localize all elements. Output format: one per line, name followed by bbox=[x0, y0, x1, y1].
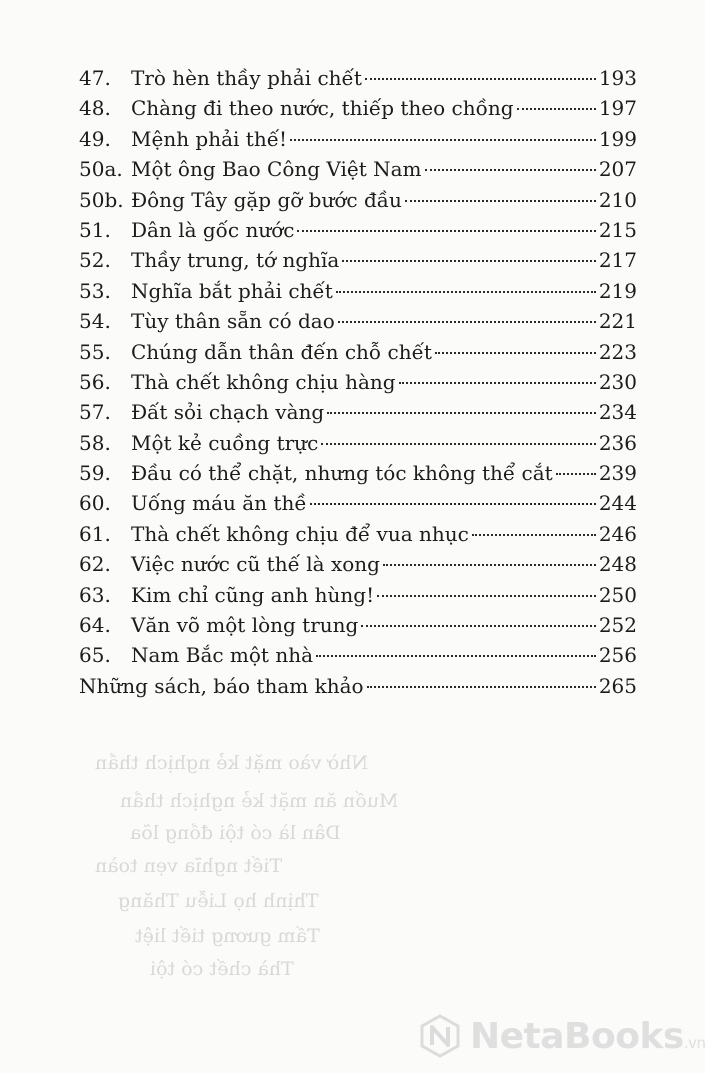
toc-entry-title: Chàng đi theo nước, thiếp theo chồng bbox=[131, 96, 514, 121]
toc-entry-number: 58. bbox=[79, 430, 111, 455]
toc-entry-page: 236 bbox=[598, 430, 637, 455]
toc-entry-page: 221 bbox=[598, 309, 637, 334]
toc-entry-page: 256 bbox=[598, 643, 637, 668]
toc-entry bbox=[79, 519, 637, 549]
toc-entry-number: 52. bbox=[79, 248, 111, 273]
toc-entry-title: Trò hèn thầy phải chết bbox=[131, 66, 362, 90]
toc-entry-page: 223 bbox=[598, 339, 637, 364]
dot-leader bbox=[367, 686, 596, 688]
toc-entry-page: 219 bbox=[598, 278, 637, 303]
toc-entry-title: Chúng dẫn thân đến chỗ chết bbox=[131, 339, 432, 364]
toc-entry-title: Thà chết không chịu hàng bbox=[131, 369, 396, 394]
bleed-through-line: Thịnh họ Liễu Thăng bbox=[118, 890, 319, 912]
toc-entry-title: Dân là gốc nước bbox=[131, 217, 295, 242]
dot-leader bbox=[425, 169, 596, 171]
toc-entry-number: 57. bbox=[79, 400, 111, 425]
toc-entry bbox=[79, 549, 637, 579]
toc-entry-number: 59. bbox=[79, 461, 111, 486]
toc-entry-title: Mệnh phải thế! bbox=[131, 126, 288, 151]
dot-leader bbox=[472, 534, 596, 536]
bleed-through-line: Tấm gương tiết liệt bbox=[135, 925, 320, 947]
dot-leader bbox=[365, 78, 596, 80]
toc-entry-title: Đông Tây gặp gỡ bước đầu bbox=[131, 187, 402, 212]
toc-entry-page: 210 bbox=[598, 187, 637, 212]
dot-leader bbox=[316, 655, 596, 657]
watermark bbox=[418, 1008, 705, 1064]
toc-references-row bbox=[79, 671, 637, 701]
dot-leader bbox=[361, 625, 595, 627]
toc-entry bbox=[79, 428, 637, 458]
dot-leader bbox=[338, 321, 596, 323]
bleed-through-line: Nhờ vào mặt kẻ nghịch thần bbox=[95, 752, 369, 774]
toc-entry-page: 246 bbox=[598, 521, 637, 546]
toc-entry-title: Đầu có thể chặt, nhưng tóc không thể cắt bbox=[131, 461, 553, 486]
bleed-through-line: Dân là có tội đồng lõa bbox=[130, 822, 341, 844]
toc-entry-page: 265 bbox=[598, 673, 637, 698]
toc-entry bbox=[79, 397, 637, 427]
toc-entry-title: Một ông Bao Công Việt Nam bbox=[131, 157, 422, 182]
dot-leader bbox=[290, 139, 596, 141]
toc-entry-title: Văn võ một lòng trung bbox=[131, 613, 359, 638]
toc-entry-number: 60. bbox=[79, 491, 111, 516]
toc-entry-number: 63. bbox=[79, 582, 111, 607]
toc-entry-number: 47. bbox=[79, 66, 111, 90]
toc-entry-title: Việc nước cũ thế là xong bbox=[131, 552, 380, 577]
toc-entry-page: 193 bbox=[598, 66, 637, 90]
toc-entry bbox=[79, 154, 637, 184]
toc-entry-number: 65. bbox=[79, 643, 111, 668]
toc-entry bbox=[79, 458, 637, 488]
toc-entry-title: Thà chết không chịu để vua nhục bbox=[131, 521, 469, 546]
toc-entry bbox=[79, 124, 637, 154]
toc-entry-page: 244 bbox=[598, 491, 637, 516]
watermark-text: NetaBooks.vn bbox=[470, 1015, 705, 1057]
toc-entry-number: 55. bbox=[79, 339, 111, 364]
toc-entry-page: 230 bbox=[598, 369, 637, 394]
toc-entry bbox=[79, 215, 637, 245]
toc-entry-number: 50a. bbox=[79, 157, 123, 182]
toc-entry bbox=[79, 63, 637, 93]
dot-leader bbox=[435, 352, 596, 354]
dot-leader bbox=[342, 260, 595, 262]
dot-leader bbox=[377, 595, 596, 597]
toc-entry-title: Tùy thân sẵn có dao bbox=[131, 309, 335, 334]
toc-entry bbox=[79, 367, 637, 397]
dot-leader bbox=[405, 200, 596, 202]
toc-entry-page: 239 bbox=[598, 461, 637, 486]
toc-entry bbox=[79, 640, 637, 670]
toc-entry bbox=[79, 580, 637, 610]
dot-leader bbox=[556, 473, 596, 475]
toc-entry-number: 48. bbox=[79, 96, 111, 121]
toc-entry-number: 56. bbox=[79, 369, 111, 394]
toc-entry-page: 215 bbox=[598, 217, 637, 242]
toc-entry bbox=[79, 276, 637, 306]
toc-entry-page: 207 bbox=[598, 157, 637, 182]
bleed-through-line: Muốn ăn mặt kẻ nghịch thần bbox=[120, 790, 399, 812]
toc-entry-page: 234 bbox=[598, 400, 637, 425]
dot-leader bbox=[336, 291, 596, 293]
toc-entry-number: 51. bbox=[79, 217, 111, 242]
toc-entry-title: Nam Bắc một nhà bbox=[131, 643, 314, 668]
dot-leader bbox=[399, 382, 596, 384]
bleed-through-line: Thà chết có tội bbox=[150, 958, 294, 980]
toc-entry-title: Một kẻ cuồng trực bbox=[131, 430, 319, 455]
toc-entry-number: 64. bbox=[79, 613, 111, 638]
toc-entry-number: 61. bbox=[79, 521, 111, 546]
dot-leader bbox=[383, 564, 596, 566]
toc-entry-page: 199 bbox=[598, 126, 637, 151]
toc-entry-page: 250 bbox=[598, 582, 637, 607]
toc-entry bbox=[79, 610, 637, 640]
dot-leader bbox=[517, 108, 596, 110]
toc-entry-page: 248 bbox=[598, 552, 637, 577]
dot-leader bbox=[321, 443, 596, 445]
bleed-through-line: Tiết nghĩa vẹn toàn bbox=[95, 855, 283, 877]
toc-entry-number: 50b. bbox=[79, 187, 124, 212]
toc-entry-number: 62. bbox=[79, 552, 111, 577]
toc-entry bbox=[79, 488, 637, 518]
dot-leader bbox=[327, 412, 596, 414]
toc-entry-page: 252 bbox=[598, 613, 637, 638]
dot-leader bbox=[297, 230, 595, 232]
toc-entry-page: 197 bbox=[598, 96, 637, 121]
toc-entry-title: Những sách, báo tham khảo bbox=[79, 673, 364, 698]
toc-entry-number: 49. bbox=[79, 126, 111, 151]
table-of-contents bbox=[79, 63, 637, 701]
toc-entry-number: 54. bbox=[79, 309, 111, 334]
netabooks-logo-icon bbox=[418, 1014, 462, 1058]
toc-entry bbox=[79, 337, 637, 367]
toc-entry-title: Uống máu ăn thề bbox=[131, 491, 307, 516]
toc-entry bbox=[79, 185, 637, 215]
dot-leader bbox=[310, 503, 596, 505]
toc-entry-title: Nghĩa bắt phải chết bbox=[131, 278, 333, 303]
toc-entry-number: 53. bbox=[79, 278, 111, 303]
toc-entry bbox=[79, 245, 637, 275]
toc-entry-title: Đất sỏi chạch vàng bbox=[131, 400, 325, 425]
toc-entry bbox=[79, 93, 637, 123]
toc-entry-title: Thầy trung, tớ nghĩa bbox=[131, 248, 340, 273]
toc-entry-page: 217 bbox=[598, 248, 637, 273]
toc-entry-title: Kim chỉ cũng anh hùng! bbox=[131, 582, 375, 607]
toc-entry bbox=[79, 306, 637, 336]
